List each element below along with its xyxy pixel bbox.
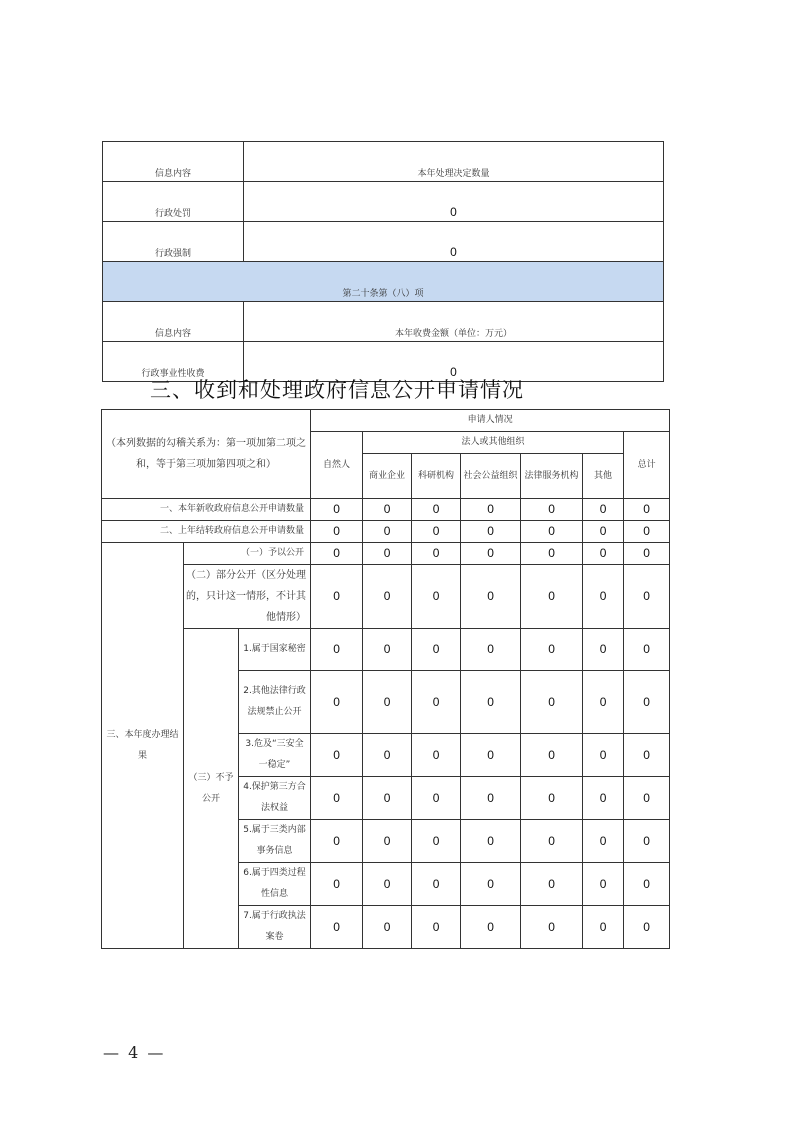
sub-header: 社会公益组织	[461, 454, 521, 499]
row-label: 行政事业性收费	[103, 342, 244, 382]
not-open-label: （三）不予公开	[184, 629, 239, 949]
sub-header: 法律服务机构	[521, 454, 583, 499]
value-cell: 0	[583, 565, 624, 629]
value-cell: 0	[363, 671, 412, 734]
value-cell: 0	[412, 671, 461, 734]
value-cell: 0	[412, 521, 461, 543]
value-cell: 0	[583, 543, 624, 565]
value-cell: 0	[624, 863, 670, 906]
value-cell: 0	[311, 543, 363, 565]
value-cell: 0	[412, 734, 461, 777]
group-label: 三、本年度办理结果	[102, 543, 184, 949]
sub-header: 科研机构	[412, 454, 461, 499]
value-cell: 0	[461, 629, 521, 671]
value-cell: 0	[461, 906, 521, 949]
row-label: 2.其他法律行政法规禁止公开	[239, 671, 311, 734]
value-cell: 0	[363, 499, 412, 521]
value-cell: 0	[363, 565, 412, 629]
value-cell: 0	[412, 543, 461, 565]
sub-header: 其他	[583, 454, 624, 499]
value-cell: 0	[521, 734, 583, 777]
value-cell: 0	[624, 565, 670, 629]
value-cell: 0	[244, 182, 664, 222]
value-cell: 0	[521, 671, 583, 734]
value-cell: 0	[461, 820, 521, 863]
value-cell: 0	[461, 543, 521, 565]
value-cell: 0	[521, 777, 583, 820]
value-cell: 0	[311, 820, 363, 863]
page-number: — 4 —	[103, 1043, 166, 1062]
value-cell: 0	[461, 521, 521, 543]
value-cell: 0	[521, 863, 583, 906]
value-cell: 0	[624, 629, 670, 671]
value-cell: 0	[583, 671, 624, 734]
value-cell: 0	[311, 863, 363, 906]
row-label: 二、上年结转政府信息公开申请数量	[102, 521, 311, 543]
value-cell: 0	[461, 777, 521, 820]
value-cell: 0	[244, 222, 664, 262]
value-cell: 0	[624, 543, 670, 565]
value-cell: 0	[624, 906, 670, 949]
value-cell: 0	[583, 863, 624, 906]
row-label: 5.属于三类内部事务信息	[239, 820, 311, 863]
row-label: 一、本年新收政府信息公开申请数量	[102, 499, 311, 521]
section-band-row	[103, 262, 664, 302]
value-cell: 0	[363, 863, 412, 906]
value-cell: 0	[461, 565, 521, 629]
relation-note: （本列数据的勾稽关系为：第一项加第二项之和，等于第三项加第四项之和）	[102, 410, 311, 499]
table-row	[102, 543, 670, 565]
value-cell: 0	[412, 820, 461, 863]
header-cell: 本年处理决定数量	[244, 142, 664, 182]
total-header: 总计	[624, 432, 670, 499]
table-row	[103, 302, 664, 342]
value-cell: 0	[461, 863, 521, 906]
value-cell: 0	[521, 499, 583, 521]
section-band: 第二十条第（八）项	[103, 262, 664, 302]
row-label: 行政强制	[103, 222, 244, 262]
row-label: （二）部分公开（区分处理的，只计这一情形，不计其他情形）	[184, 565, 311, 629]
row-label: 1.属于国家秘密	[239, 629, 311, 671]
applicant-header: 申请人情况	[311, 410, 670, 432]
row-label: 4.保护第三方合法权益	[239, 777, 311, 820]
value-cell: 0	[311, 565, 363, 629]
row-label: 行政处罚	[103, 182, 244, 222]
natural-person-header: 自然人	[311, 432, 363, 499]
value-cell: 0	[363, 734, 412, 777]
table-row	[103, 222, 664, 262]
row-label: （一）予以公开	[184, 543, 311, 565]
value-cell: 0	[521, 629, 583, 671]
value-cell: 0	[412, 565, 461, 629]
value-cell: 0	[412, 499, 461, 521]
value-cell: 0	[311, 521, 363, 543]
value-cell: 0	[624, 777, 670, 820]
value-cell: 0	[624, 499, 670, 521]
value-cell: 0	[583, 820, 624, 863]
header-cell: 信息内容	[103, 302, 244, 342]
value-cell: 0	[412, 629, 461, 671]
header-cell: 信息内容	[103, 142, 244, 182]
value-cell: 0	[583, 499, 624, 521]
value-cell: 0	[412, 906, 461, 949]
row-label: 6.属于四类过程性信息	[239, 863, 311, 906]
value-cell: 0	[363, 777, 412, 820]
value-cell: 0	[583, 777, 624, 820]
legal-group-header: 法人或其他组织	[363, 432, 624, 454]
value-cell: 0	[363, 820, 412, 863]
value-cell: 0	[624, 671, 670, 734]
value-cell: 0	[624, 734, 670, 777]
value-cell: 0	[412, 777, 461, 820]
value-cell: 0	[583, 521, 624, 543]
value-cell: 0	[311, 734, 363, 777]
value-cell: 0	[521, 820, 583, 863]
value-cell: 0	[311, 499, 363, 521]
value-cell: 0	[461, 499, 521, 521]
value-cell: 0	[363, 906, 412, 949]
value-cell: 0	[311, 906, 363, 949]
row-label: 7.属于行政执法案卷	[239, 906, 311, 949]
value-cell: 0	[363, 543, 412, 565]
row-label: 3.危及“三安全一稳定”	[239, 734, 311, 777]
value-cell: 0	[624, 820, 670, 863]
value-cell: 0	[583, 734, 624, 777]
value-cell: 0	[363, 629, 412, 671]
value-cell: 0	[461, 734, 521, 777]
section-title: 三、收到和处理政府信息公开申请情况	[150, 378, 524, 402]
value-cell: 0	[521, 906, 583, 949]
application-table	[101, 409, 670, 949]
value-cell: 0	[521, 543, 583, 565]
header-row	[102, 410, 670, 432]
value-cell: 0	[363, 521, 412, 543]
value-cell: 0	[624, 521, 670, 543]
table-row	[102, 629, 670, 671]
value-cell: 0	[311, 629, 363, 671]
value-cell: 0	[244, 342, 664, 382]
table-row	[103, 182, 664, 222]
table-row	[102, 499, 670, 521]
value-cell: 0	[521, 565, 583, 629]
value-cell: 0	[461, 671, 521, 734]
value-cell: 0	[521, 521, 583, 543]
table-row	[103, 142, 664, 182]
value-cell: 0	[311, 777, 363, 820]
value-cell: 0	[311, 671, 363, 734]
value-cell: 0	[583, 906, 624, 949]
table-row	[102, 565, 670, 629]
sub-header: 商业企业	[363, 454, 412, 499]
table-row	[102, 521, 670, 543]
disclosure-table-top	[102, 141, 664, 382]
value-cell: 0	[412, 863, 461, 906]
header-cell: 本年收费金额（单位：万元）	[244, 302, 664, 342]
value-cell: 0	[583, 629, 624, 671]
